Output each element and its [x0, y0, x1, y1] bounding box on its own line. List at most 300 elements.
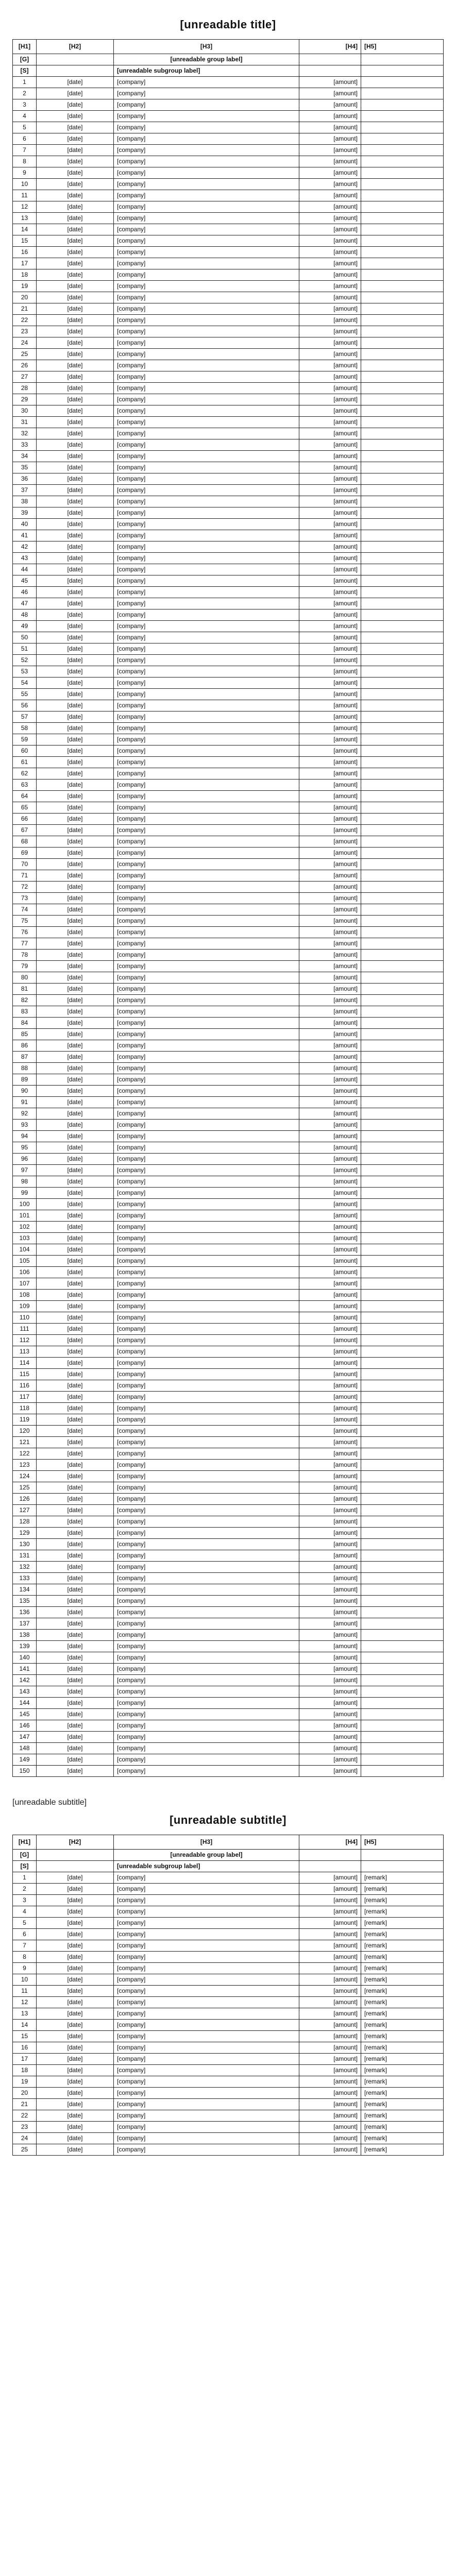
row-amount: [amount]	[299, 1436, 361, 1448]
row-date: [date]	[37, 1300, 114, 1312]
table-row	[13, 1006, 444, 1017]
row-index: 56	[13, 700, 37, 711]
row-amount: [amount]	[299, 1164, 361, 1176]
row-amount: [amount]	[299, 1221, 361, 1232]
row-index: 44	[13, 564, 37, 575]
table-row	[13, 904, 444, 915]
row-index: 15	[13, 2030, 37, 2042]
row-index: 11	[13, 190, 37, 201]
row-date: [date]	[37, 1996, 114, 2008]
table-row	[13, 1017, 444, 1028]
row-amount: [amount]	[299, 620, 361, 632]
row-amount: [amount]	[299, 360, 361, 371]
row-remark	[361, 1278, 444, 1289]
table-row	[13, 881, 444, 892]
main-header-col-2: [H2]	[37, 39, 114, 54]
table-row	[13, 1527, 444, 1538]
row-date: [date]	[37, 1561, 114, 1572]
row-company: [company]	[114, 1278, 299, 1289]
row-remark	[361, 960, 444, 972]
row-company: [company]	[114, 813, 299, 824]
row-index: 16	[13, 2042, 37, 2053]
row-remark	[361, 1006, 444, 1017]
row-index: 24	[13, 337, 37, 348]
row-remark	[361, 1108, 444, 1119]
row-index: 15	[13, 235, 37, 246]
row-date: [date]	[37, 1391, 114, 1402]
row-remark	[361, 167, 444, 178]
row-company: [company]	[114, 1640, 299, 1652]
row-remark	[361, 1051, 444, 1062]
row-amount: [amount]	[299, 609, 361, 620]
row-remark: [remark]	[361, 2019, 444, 2030]
row-remark	[361, 450, 444, 462]
row-company: [company]	[114, 201, 299, 212]
table-row	[13, 99, 444, 110]
row-index: 58	[13, 722, 37, 734]
row-remark	[361, 926, 444, 938]
main-header-col-3: [H3]	[114, 39, 299, 54]
row-remark	[361, 790, 444, 802]
table-row	[13, 1062, 444, 1074]
row-date: [date]	[37, 1244, 114, 1255]
row-date: [date]	[37, 1221, 114, 1232]
row-company: [company]	[114, 450, 299, 462]
row-remark	[361, 1459, 444, 1470]
row-remark	[361, 1380, 444, 1391]
row-amount: [amount]	[299, 1618, 361, 1629]
row-index: 65	[13, 802, 37, 813]
row-date: [date]	[37, 858, 114, 870]
row-date: [date]	[37, 1368, 114, 1380]
row-amount: [amount]	[299, 870, 361, 881]
main-header-col-1: [H1]	[13, 39, 37, 54]
table-row	[13, 734, 444, 745]
row-company: [company]	[114, 1996, 299, 2008]
row-date: [date]	[37, 1640, 114, 1652]
row-date: [date]	[37, 1402, 114, 1414]
table-row	[13, 700, 444, 711]
row-remark	[361, 654, 444, 666]
row-date: [date]	[37, 1153, 114, 1164]
row-company: [company]	[114, 1198, 299, 1210]
row-date: [date]	[37, 1006, 114, 1017]
table-row	[13, 1051, 444, 1062]
row-date: [date]	[37, 643, 114, 654]
row-amount: [amount]	[299, 734, 361, 745]
table-row	[13, 439, 444, 450]
row-remark	[361, 1640, 444, 1652]
row-company: [company]	[114, 1595, 299, 1606]
row-index: 116	[13, 1380, 37, 1391]
row-date: [date]	[37, 2053, 114, 2064]
row-amount: [amount]	[299, 983, 361, 994]
row-index: 118	[13, 1402, 37, 1414]
row-date: [date]	[37, 700, 114, 711]
row-amount: [amount]	[299, 552, 361, 564]
row-remark	[361, 575, 444, 586]
row-index: 2	[13, 1883, 37, 1894]
table-row	[13, 2042, 444, 2053]
row-amount: [amount]	[299, 1040, 361, 1051]
row-date: [date]	[37, 972, 114, 983]
row-amount: [amount]	[299, 371, 361, 382]
row-amount: [amount]	[299, 1663, 361, 1674]
row-remark	[361, 1334, 444, 1346]
table-row	[13, 938, 444, 949]
row-amount: [amount]	[299, 960, 361, 972]
row-index: 25	[13, 348, 37, 360]
row-remark	[361, 1697, 444, 1708]
table-row	[13, 2053, 444, 2064]
row-remark	[361, 1765, 444, 1776]
table-row	[13, 1142, 444, 1153]
row-index: 133	[13, 1572, 37, 1584]
row-index: 38	[13, 496, 37, 507]
row-amount: [amount]	[299, 2110, 361, 2121]
row-company: [company]	[114, 609, 299, 620]
row-date: [date]	[37, 1940, 114, 1951]
row-date: [date]	[37, 1894, 114, 1906]
row-amount: [amount]	[299, 1153, 361, 1164]
row-company: [company]	[114, 677, 299, 688]
table-row	[13, 915, 444, 926]
row-index: 149	[13, 1754, 37, 1765]
table-row	[13, 1040, 444, 1051]
row-company: [company]	[114, 2008, 299, 2019]
row-index: 117	[13, 1391, 37, 1402]
table-subgroup-row	[13, 65, 444, 76]
row-index: 48	[13, 609, 37, 620]
row-company: [company]	[114, 280, 299, 292]
row-company: [company]	[114, 700, 299, 711]
table-row	[13, 836, 444, 847]
row-remark	[361, 314, 444, 326]
row-amount: [amount]	[299, 598, 361, 609]
row-amount: [amount]	[299, 813, 361, 824]
row-company: [company]	[114, 1883, 299, 1894]
main-table-wrap	[12, 39, 444, 1777]
row-remark	[361, 212, 444, 224]
row-date: [date]	[37, 1448, 114, 1459]
row-index: 126	[13, 1493, 37, 1504]
row-index: 20	[13, 292, 37, 303]
row-index: 142	[13, 1674, 37, 1686]
row-index: 6	[13, 133, 37, 144]
row-date: [date]	[37, 2030, 114, 2042]
row-company: [company]	[114, 2030, 299, 2042]
table-row	[13, 1674, 444, 1686]
row-date: [date]	[37, 2087, 114, 2098]
table-row	[13, 1951, 444, 1962]
row-date: [date]	[37, 518, 114, 530]
row-index: 70	[13, 858, 37, 870]
row-company: [unreadable group label]	[114, 1849, 299, 1860]
row-remark	[361, 1357, 444, 1368]
row-amount: [amount]	[299, 1872, 361, 1883]
row-index: 39	[13, 507, 37, 518]
row-amount: [amount]	[299, 564, 361, 575]
row-remark	[361, 246, 444, 258]
table-row	[13, 790, 444, 802]
table-row	[13, 382, 444, 394]
row-amount: [amount]	[299, 1402, 361, 1414]
row-date: [date]	[37, 632, 114, 643]
row-index: 54	[13, 677, 37, 688]
row-amount: [amount]	[299, 824, 361, 836]
row-remark	[361, 76, 444, 88]
row-remark: [remark]	[361, 2008, 444, 2019]
row-company: [company]	[114, 76, 299, 88]
row-index: 78	[13, 949, 37, 960]
row-company: [company]	[114, 1742, 299, 1754]
table-row	[13, 1940, 444, 1951]
row-amount: [amount]	[299, 1448, 361, 1459]
row-remark: [remark]	[361, 1985, 444, 1996]
table-row	[13, 960, 444, 972]
row-company: [company]	[114, 1561, 299, 1572]
row-amount: [amount]	[299, 1187, 361, 1198]
row-date: [date]	[37, 484, 114, 496]
row-remark	[361, 870, 444, 881]
table-row	[13, 1652, 444, 1663]
row-index: 136	[13, 1606, 37, 1618]
row-company: [company]	[114, 1096, 299, 1108]
table-row	[13, 1985, 444, 1996]
table-row	[13, 326, 444, 337]
row-index: 35	[13, 462, 37, 473]
row-index: 104	[13, 1244, 37, 1255]
table-row	[13, 858, 444, 870]
row-company: [company]	[114, 1153, 299, 1164]
table-row	[13, 246, 444, 258]
row-company: [company]	[114, 1697, 299, 1708]
row-date: [date]	[37, 598, 114, 609]
row-index: 79	[13, 960, 37, 972]
row-amount: [amount]	[299, 326, 361, 337]
row-company: [company]	[114, 1663, 299, 1674]
row-date: [date]	[37, 1459, 114, 1470]
row-date: [date]	[37, 2110, 114, 2121]
row-remark	[361, 405, 444, 416]
table-row	[13, 178, 444, 190]
row-amount: [amount]	[299, 76, 361, 88]
row-amount: [amount]	[299, 1119, 361, 1130]
row-amount: [amount]	[299, 632, 361, 643]
row-amount: [amount]	[299, 892, 361, 904]
row-remark	[361, 1731, 444, 1742]
row-company: [company]	[114, 1606, 299, 1618]
row-date: [date]	[37, 1130, 114, 1142]
row-remark	[361, 1493, 444, 1504]
row-company: [company]	[114, 688, 299, 700]
row-company: [company]	[114, 1652, 299, 1663]
row-remark	[361, 552, 444, 564]
row-company: [company]	[114, 439, 299, 450]
row-date: [date]	[37, 1516, 114, 1527]
row-company: [company]	[114, 178, 299, 190]
row-date: [date]	[37, 1584, 114, 1595]
row-index: 10	[13, 1974, 37, 1985]
row-amount	[299, 1849, 361, 1860]
table-row	[13, 688, 444, 700]
row-amount: [amount]	[299, 677, 361, 688]
row-date: [date]	[37, 1232, 114, 1244]
row-amount: [amount]	[299, 2132, 361, 2144]
row-company: [company]	[114, 881, 299, 892]
row-index: 131	[13, 1550, 37, 1561]
row-amount: [amount]	[299, 1754, 361, 1765]
row-amount: [amount]	[299, 518, 361, 530]
row-remark	[361, 972, 444, 983]
row-amount: [amount]	[299, 711, 361, 722]
row-date: [date]	[37, 926, 114, 938]
row-amount: [amount]	[299, 1962, 361, 1974]
row-remark	[361, 632, 444, 643]
row-index: 68	[13, 836, 37, 847]
row-amount: [amount]	[299, 654, 361, 666]
row-remark	[361, 54, 444, 65]
row-company: [company]	[114, 1391, 299, 1402]
row-date: [date]	[37, 473, 114, 484]
row-index: 52	[13, 654, 37, 666]
row-amount: [amount]	[299, 1108, 361, 1119]
row-remark	[361, 1028, 444, 1040]
row-index: 43	[13, 552, 37, 564]
row-amount: [amount]	[299, 2019, 361, 2030]
row-date: [date]	[37, 405, 114, 416]
row-date: [date]	[37, 734, 114, 745]
row-company: [company]	[114, 1962, 299, 1974]
row-remark: [remark]	[361, 2144, 444, 2155]
row-index: 97	[13, 1164, 37, 1176]
table-row	[13, 994, 444, 1006]
row-remark: [remark]	[361, 2030, 444, 2042]
row-index: 138	[13, 1629, 37, 1640]
row-amount: [amount]	[299, 1652, 361, 1663]
row-company: [company]	[114, 1232, 299, 1244]
row-index: 57	[13, 711, 37, 722]
table-row	[13, 972, 444, 983]
row-amount: [amount]	[299, 99, 361, 110]
table-row	[13, 1504, 444, 1516]
row-company: [company]	[114, 2053, 299, 2064]
row-company: [company]	[114, 1130, 299, 1142]
row-index: 86	[13, 1040, 37, 1051]
table-row	[13, 1028, 444, 1040]
row-amount: [amount]	[299, 530, 361, 541]
row-amount: [amount]	[299, 779, 361, 790]
table-row	[13, 983, 444, 994]
row-company: [company]	[114, 1872, 299, 1883]
row-date: [date]	[37, 552, 114, 564]
table-row	[13, 292, 444, 303]
row-index: 10	[13, 178, 37, 190]
row-company: [company]	[114, 1368, 299, 1380]
row-date: [date]	[37, 1323, 114, 1334]
row-date: [date]	[37, 1040, 114, 1051]
row-amount: [amount]	[299, 1142, 361, 1153]
row-index: 47	[13, 598, 37, 609]
row-company: [company]	[114, 790, 299, 802]
row-amount: [amount]	[299, 462, 361, 473]
row-company: [company]	[114, 1906, 299, 1917]
row-date: [date]	[37, 133, 114, 144]
row-remark	[361, 530, 444, 541]
row-amount: [amount]	[299, 1765, 361, 1776]
row-index: 144	[13, 1697, 37, 1708]
row-amount: [amount]	[299, 1289, 361, 1300]
row-remark	[361, 813, 444, 824]
row-remark	[361, 280, 444, 292]
row-company: [company]	[114, 496, 299, 507]
row-date: [date]	[37, 76, 114, 88]
row-date: [date]	[37, 1255, 114, 1266]
row-date: [date]	[37, 88, 114, 99]
row-remark	[361, 677, 444, 688]
row-remark	[361, 1595, 444, 1606]
table-row	[13, 2030, 444, 2042]
row-index: 4	[13, 110, 37, 122]
table-row	[13, 1130, 444, 1142]
table-row	[13, 1448, 444, 1459]
row-remark	[361, 711, 444, 722]
row-amount: [amount]	[299, 1210, 361, 1221]
table-row	[13, 1210, 444, 1221]
row-amount: [amount]	[299, 2144, 361, 2155]
row-date: [date]	[37, 1289, 114, 1300]
row-company: [company]	[114, 722, 299, 734]
row-index: 21	[13, 2098, 37, 2110]
row-amount: [amount]	[299, 156, 361, 167]
row-date: [date]	[37, 1357, 114, 1368]
row-amount: [amount]	[299, 1368, 361, 1380]
row-company: [company]	[114, 983, 299, 994]
row-company: [company]	[114, 348, 299, 360]
row-company: [company]	[114, 1221, 299, 1232]
row-date: [date]	[37, 2076, 114, 2087]
table-row	[13, 1470, 444, 1482]
row-amount: [amount]	[299, 292, 361, 303]
row-index: 7	[13, 144, 37, 156]
row-amount: [amount]	[299, 1414, 361, 1425]
row-remark	[361, 700, 444, 711]
row-index: 20	[13, 2087, 37, 2098]
row-index: 114	[13, 1357, 37, 1368]
table-row	[13, 1538, 444, 1550]
table-row	[13, 779, 444, 790]
table-row	[13, 1572, 444, 1584]
row-date: [date]	[37, 348, 114, 360]
row-date: [date]	[37, 1928, 114, 1940]
table-row	[13, 870, 444, 881]
table-row	[13, 337, 444, 348]
table-group-row	[13, 54, 444, 65]
row-date: [date]	[37, 190, 114, 201]
row-amount: [amount]	[299, 1232, 361, 1244]
row-company: [company]	[114, 1951, 299, 1962]
table-row	[13, 1550, 444, 1561]
row-date: [date]	[37, 1108, 114, 1119]
row-remark	[361, 110, 444, 122]
row-remark: [remark]	[361, 1894, 444, 1906]
row-date: [date]	[37, 110, 114, 122]
row-company: [company]	[114, 326, 299, 337]
row-amount: [amount]	[299, 178, 361, 190]
row-date: [date]	[37, 1550, 114, 1561]
row-index: 55	[13, 688, 37, 700]
row-index: 33	[13, 439, 37, 450]
